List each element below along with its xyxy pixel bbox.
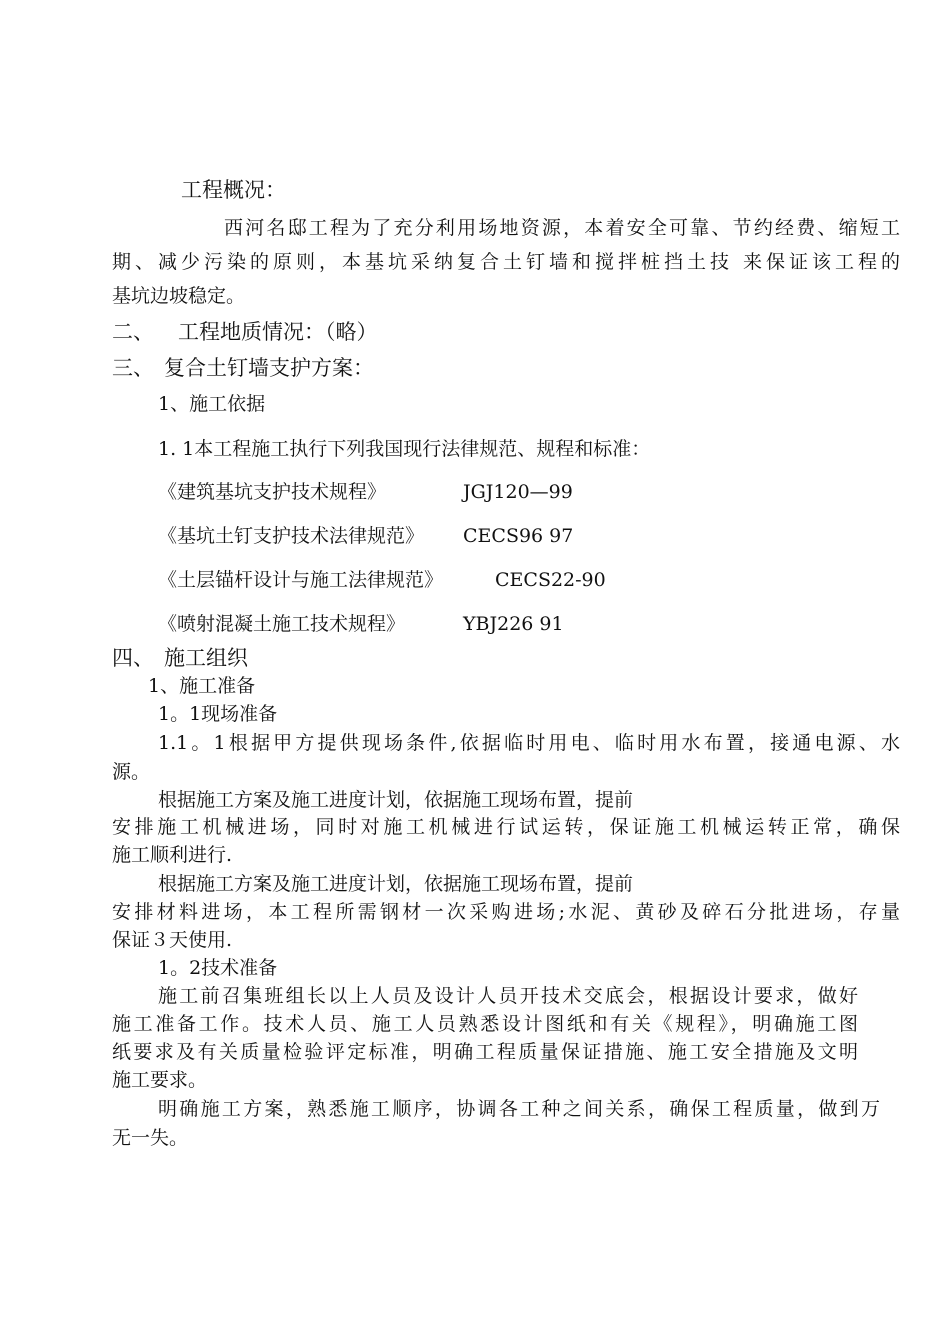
section2-title: 工程地质情况：（略） — [178, 320, 378, 344]
p5-line2: 无一失。 — [112, 1127, 189, 1149]
p1-line1: 1.1。1根据甲方提供现场条件,依据临时用电、临时用水布置，接通电源、水 — [158, 732, 900, 754]
p3-line1: 根据施工方案及施工进度计划，依据施工现场布置，提前 — [158, 873, 634, 895]
standard-name: 《建筑基坑支护技术规程》 — [158, 481, 387, 503]
p2-line2: 安排施工机械进场，同时对施工机械进行试运转，保证施工机械运转正常，确保 — [112, 816, 900, 838]
section3-number: 三、 — [112, 356, 154, 380]
standard-code: YBJ226 91 — [463, 613, 564, 635]
p1-line2: 源。 — [112, 761, 151, 783]
section1-para-line3: 基坑边坡稳定。 — [112, 285, 246, 307]
p3-line3: 保证３天使用. — [112, 929, 233, 951]
section2-number: 二、 — [112, 320, 154, 344]
section1-para-line1: 西河名邸工程为了充分利用场地资源，本着安全可靠、节约经费、缩短工 — [224, 217, 900, 239]
p4-line1: 施工前召集班组长以上人员及设计人员开技术交底会，根据设计要求，做好 — [158, 985, 858, 1007]
standard-name: 《基坑土钉支护技术法律规范》 — [158, 525, 425, 547]
p2-line3: 施工顺利进行. — [112, 844, 233, 866]
standard-name: 《喷射混凝土施工技术规程》 — [158, 613, 406, 635]
section1-title: 工程概况： — [181, 178, 286, 202]
p4-line2: 施工准备工作。技术人员、施工人员熟悉设计图纸和有关《规程》，明确施工图 — [112, 1013, 858, 1035]
section3-sub1: 1、施工依据 — [158, 393, 266, 415]
standard-name: 《土层锚杆设计与施工法律规范》 — [158, 569, 444, 591]
p4-line3: 纸要求及有关质量检验评定标准，明确工程质量保证措施、施工安全措施及文明 — [112, 1041, 858, 1063]
section4-sub1-1: 1。1现场准备 — [158, 703, 278, 725]
standard-code: CECS22-90 — [495, 569, 606, 591]
standard-code: JGJ120—99 — [463, 481, 573, 503]
section3-sub1-1: 1. 1本工程施工执行下列我国现行法律规范、规程和标准： — [158, 438, 651, 460]
p5-line1: 明确施工方案，熟悉施工顺序，协调各工种之间关系，确保工程质量，做到万 — [158, 1098, 880, 1120]
p3-line2: 安排材料进场，本工程所需钢材一次采购进场;水泥、黄砂及碎石分批进场，存量 — [112, 901, 900, 923]
section4-sub1-2: 1。2技术准备 — [158, 957, 278, 979]
p4-line4: 施工要求。 — [112, 1069, 208, 1091]
section1-para-line2: 期、减少污染的原则，本基坑采纳复合土钉墙和搅拌桩挡土技 来保证该工程的 — [112, 251, 900, 273]
standard-code: CECS96 97 — [463, 525, 574, 547]
section4-number: 四、 — [112, 646, 154, 670]
section4-title: 施工组织 — [164, 646, 248, 670]
section3-title: 复合土钉墙支护方案： — [164, 356, 374, 380]
section4-sub1: 1、施工准备 — [148, 675, 256, 697]
p2-line1: 根据施工方案及施工进度计划，依据施工现场布置，提前 — [158, 789, 634, 811]
